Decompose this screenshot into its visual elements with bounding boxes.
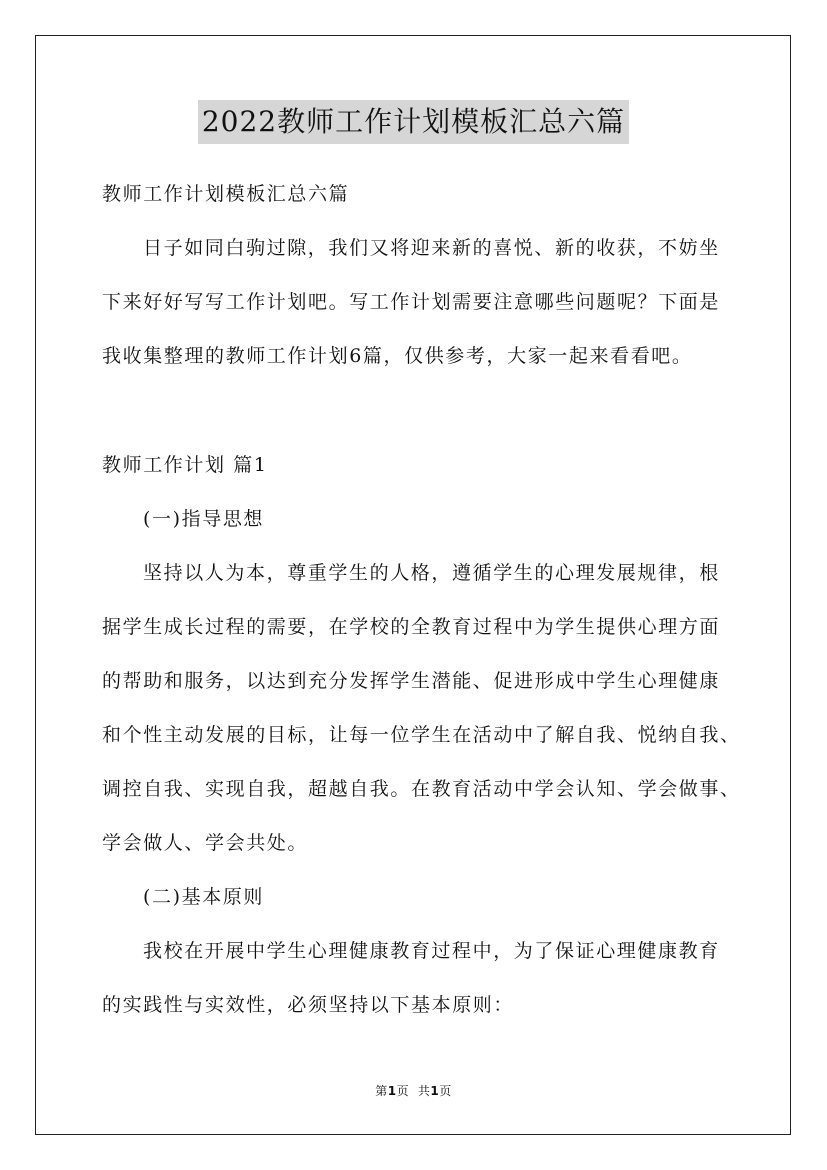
title-wrap — [0, 100, 827, 144]
footer-total-number: 1 — [430, 1084, 440, 1098]
paragraph-line-6: 学会做人、学会共处。 — [102, 832, 309, 854]
section-heading: 教师工作计划 篇1 — [102, 454, 268, 476]
document-title: 2022教师工作计划模板汇总六篇 — [198, 100, 629, 144]
paragraph-line-5: 调控自我、实现自我，超越自我。在教育活动中学会认知、学会做事、 — [102, 778, 741, 800]
intro-line-2: 下来好好写写工作计划吧。写工作计划需要注意哪些问题呢？下面是 — [102, 291, 721, 313]
paragraph2-line-2: 的实践性与实效性，必须坚持以下基本原则： — [102, 994, 515, 1016]
paragraph-line-2: 据学生成长过程的需要，在学校的全教育过程中为学生提供心理方面 — [102, 616, 721, 638]
intro-line-1: 日子如同白驹过隙，我们又将迎来新的喜悦、新的收获，不妨坐 — [143, 237, 720, 259]
paragraph2-line-1: 我校在开展中学生心理健康教育过程中，为了保证心理健康教育 — [143, 940, 720, 962]
footer-page-prefix: 第 — [375, 1084, 388, 1098]
intro-line-3: 我收集整理的教师工作计划6篇，仅供参考，大家一起来看看吧。 — [102, 345, 693, 367]
page-footer — [0, 1082, 827, 1099]
footer-total-suffix: 页 — [439, 1084, 452, 1098]
paragraph-line-1: 坚持以人为本，尊重学生的人格，遵循学生的心理发展规律，根 — [143, 562, 720, 584]
footer-page-suffix: 页 — [396, 1084, 410, 1098]
subtitle-line: 教师工作计划模板汇总六篇 — [102, 183, 350, 205]
paragraph-line-3: 的帮助和服务，以达到充分发挥学生潜能、促进形成中学生心理健康 — [102, 670, 721, 692]
subheading-principles: (二)基本原则 — [143, 886, 265, 908]
paragraph-line-4: 和个性主动发展的目标，让每一位学生在活动中了解自我、悦纳自我、 — [102, 724, 741, 746]
footer-page-number: 1 — [387, 1084, 397, 1098]
subheading-guiding: (一)指导思想 — [143, 508, 265, 530]
footer-total-prefix: 共 — [417, 1084, 431, 1098]
